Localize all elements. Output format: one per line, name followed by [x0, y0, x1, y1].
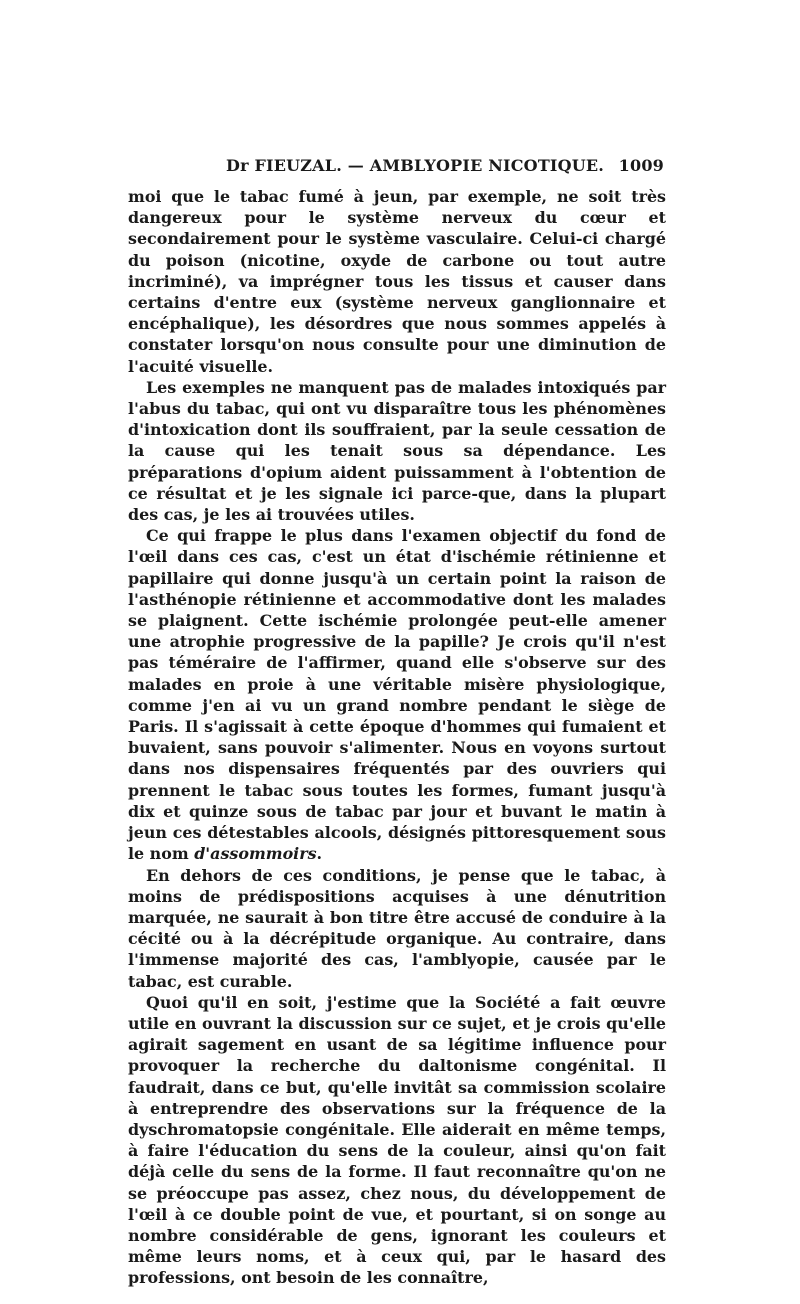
body-text — [128, 186, 666, 1289]
running-header — [128, 156, 666, 184]
paragraph-3 — [128, 525, 666, 864]
book-page — [128, 156, 666, 1289]
paragraph-2: Les exemples ne manquent pas de malades intoxiqués par l'abus du tabac, qui ont vu disparaître tous les phénomènes d'intoxication dont ils souffraient, par la seule cessation de la cause qui les tenait sous sa dépendance. Les préparations d'opium aident puissamment à l'obtention de ce résultat et je les signale ici parce-que, dans la plupart des cas, je les ai trouvées utiles. — [128, 377, 666, 525]
running-title: Dr FIEUZAL. — AMBLYOPIE NICOTIQUE. — [226, 156, 605, 175]
paragraph-5: Quoi qu'il en soit, j'estime que la Société a fait œuvre utile en ouvrant la discussion sur ce sujet, et je crois qu'elle agirait sagement en usant de sa légitime influence pour provoquer la recherche du daltonisme congénital. Il faudrait, dans ce but, qu'elle invitât sa commission scolaire à entreprendre des observations sur la fréquence de la dyschromatopsie congénitale. Elle aiderait en même temps, à faire l'éducation du sens de la couleur, ainsi qu'on fait déjà celle du sens de la forme. Il faut reconnaître qu'on ne se préoccupe pas assez, chez nous, du développement de l'œil à ce double point de vue, et pourtant, si on songe au nombre considérable de gens, ignorant les couleurs et même leurs noms, et à ceux qui, par le hasard des professions, ont besoin de les connaître, — [128, 992, 666, 1288]
italic-term: d'assommoirs — [194, 844, 317, 864]
paragraph-1: moi que le tabac fumé à jeun, par exemple, ne soit très dangereux pour le système nerveux du cœur et secondairement pour le système vasculaire. Celui-ci chargé du poison (nicotine, oxyde de carbone ou tout autre incriminé), va imprégner tous les tissus et causer dans certains d'entre eux (système nerveux ganglionnaire et encéphalique), les désordres que nous sommes appelés à constater lorsqu'on nous consulte pour une diminution de l'acuité visuelle. — [128, 187, 666, 376]
paragraph-3-text: Ce qui frappe le plus dans l'examen objectif du fond de l'œil dans ces cas, c'est un état d'ischémie rétinienne et papillaire qui donne jusqu'à un certain point la raison de l'asthénopie rétinienne et accommodative dont les malades se plaignent. Cette ischémie prolongée peut-elle amener une atrophie progressive de la papille? Je crois qu'il n'est pas téméraire de l'affirmer, quand elle s'observe sur des malades en proie à une véritable misère physiologique, comme j'en ai vu un grand nombre pendant le siège de Paris. Il s'agissait à cette époque d'hommes qui fumaient et buvaient, sans pouvoir s'alimenter. Nous en voyons surtout dans nos dispensaires fréquentés par des ouvriers qui prennent le tabac sous toutes les formes, fumant jusqu'à dix et quinze sous de tabac par jour et buvant le matin à jeun ces détestables alcools, désignés pittoresquement sous le nom — [128, 526, 666, 864]
paragraph-3-end: . — [316, 844, 323, 864]
paragraph-4: En dehors de ces conditions, je pense que le tabac, à moins de prédispositions acquises à une dénutrition marquée, ne saurait à bon titre être accusé de conduire à la cécité ou à la décrépitude organique. Au contraire, dans l'immense majorité des cas, l'amblyopie, causée par le tabac, est curable. — [128, 865, 666, 991]
page-number: 1009 — [618, 156, 664, 175]
